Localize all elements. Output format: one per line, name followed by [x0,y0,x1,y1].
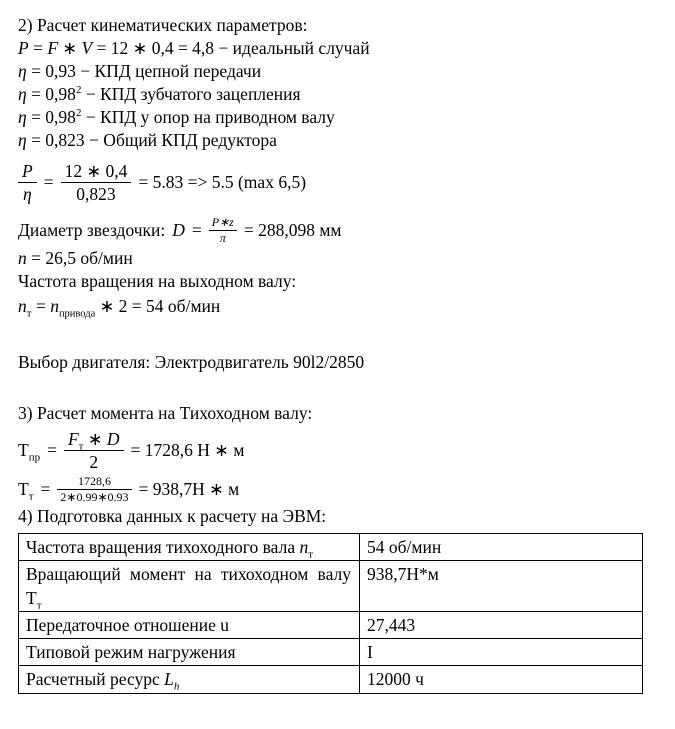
formula-result: = 1728,6 Н ∗ м [130,439,245,460]
table-cell-value: 938,7Н*м [360,561,643,612]
formula-text: = 0,823 − Общий КПД редуктора [26,130,277,150]
table-cell-value: 54 об/мин [360,534,643,561]
math-var: V [81,38,93,58]
fraction [209,215,237,245]
math-var: n [299,537,309,557]
fraction-numerator: 1728,6 [77,474,111,488]
section-3-title: 3) Расчет момента на Тихоходном валу: [18,403,313,423]
math-var: L [164,669,174,689]
table-cell-param [19,561,360,612]
fraction-denominator: η [18,182,37,205]
table-cell-param [19,666,360,694]
sprocket-formula [18,213,661,247]
eta-gear-formula [18,83,661,106]
param-text: Частота вращения тихоходного вала [26,537,300,557]
math-var: P [18,38,29,58]
subscript: привода [58,308,96,320]
math-var: η [18,84,27,104]
output-speed-formula [18,293,661,319]
subscript: т [36,599,42,612]
math-var: D [106,428,120,449]
data-table [18,533,643,694]
math-var: Т [18,439,29,460]
fraction-denominator: 2∗0.99∗0.93 [57,489,131,505]
math-var: η [18,107,27,127]
formula-text: = 12 ∗ 0,4 = 4,8 − идеальный случай [92,38,370,58]
math-op: = [40,478,51,499]
power-formula [18,37,661,60]
ratio-formula [18,160,661,205]
subscript: т [26,307,32,320]
formula-text: = 0,93 − КПД цепной передачи [26,61,262,81]
fraction [18,160,37,205]
formula-text: = 0,98 [26,84,76,104]
section-4-title: 4) Подготовка данных к расчету на ЭВМ: [18,506,327,526]
math-op: = [31,296,51,316]
formula-text: = 0,98 [26,107,76,127]
math-var: D [172,219,185,240]
param-text: Типовой режим нагружения [26,642,236,662]
table-cell-value: 12000 ч [360,666,643,694]
subscript: h [173,680,180,693]
math-var: n [50,296,59,316]
subscript: т [308,548,314,561]
math-op: = [43,172,54,192]
fraction-denominator: π [209,230,237,246]
math-var [18,440,40,461]
table-row [19,639,643,666]
subscript: т [28,490,34,502]
math-var: η [18,61,27,81]
formula-text: ∗ 2 = 54 об/мин [95,296,221,316]
eta-chain-formula [18,60,661,83]
formula-text: − КПД зубчатого зацепления [81,84,301,104]
eta-total-formula [18,129,661,152]
speed-formula [18,247,661,270]
formula-label: Диаметр звездочки: [18,219,166,240]
tt-formula [18,473,661,505]
table-cell-param [19,534,360,561]
exponent: 2 [75,107,82,120]
exponent: 2 [75,84,82,97]
fraction-numerator: P∗z [211,215,234,229]
frequency-label: Частота вращения на выходном валу: [18,271,297,291]
math-op: = [47,439,57,460]
param-text: Расчетный ресурс [26,669,165,689]
formula-result: = 938,7Н ∗ м [138,478,240,499]
subscript: пр [28,451,41,463]
table-row [19,561,643,612]
math-var: Т [18,478,29,499]
subscript: т [78,440,84,452]
math-op: ∗ [58,38,82,58]
fraction [64,428,124,473]
math-op: ∗ [83,428,107,449]
formula-result: = 288,098 мм [243,219,342,240]
eta-support-formula [18,106,661,129]
fraction [61,160,132,205]
fraction-numerator [64,428,124,450]
fraction-denominator: 2 [64,450,124,473]
formula-text: − КПД у опор на приводном валу [81,107,335,127]
fraction-numerator: 12 ∗ 0,4 [64,161,128,181]
table-cell-param [19,612,360,639]
formula-result: = 5.83 => 5.5 (max 6,5) [138,172,307,192]
motor-selection-line: Выбор двигателя: Электродвигатель 90l2/2850 [18,352,365,372]
param-text: Передаточное отношение u [26,615,230,635]
math-op: = [191,219,202,240]
math-var [18,479,34,500]
tpr-formula [18,427,661,473]
fraction-denominator: 0,823 [61,182,132,205]
table-row [19,612,643,639]
table-cell-value: I [360,639,643,666]
table-row [19,534,643,561]
formula-text: = 26,5 об/мин [26,248,133,268]
section-2-title: 2) Расчет кинематических параметров: [18,15,308,35]
table-row [19,666,643,694]
math-var: n [18,248,27,268]
math-op: = [28,38,48,58]
table-cell-param [19,639,360,666]
fraction [57,474,131,504]
param-text: Вращающий момент на тихоходном валу Т [26,564,351,608]
math-var: n [18,296,27,316]
math-var: η [18,130,27,150]
math-var: F [67,428,79,449]
fraction-numerator: P [22,161,33,181]
table-cell-value: 27,443 [360,612,643,639]
math-var: F [47,38,59,58]
